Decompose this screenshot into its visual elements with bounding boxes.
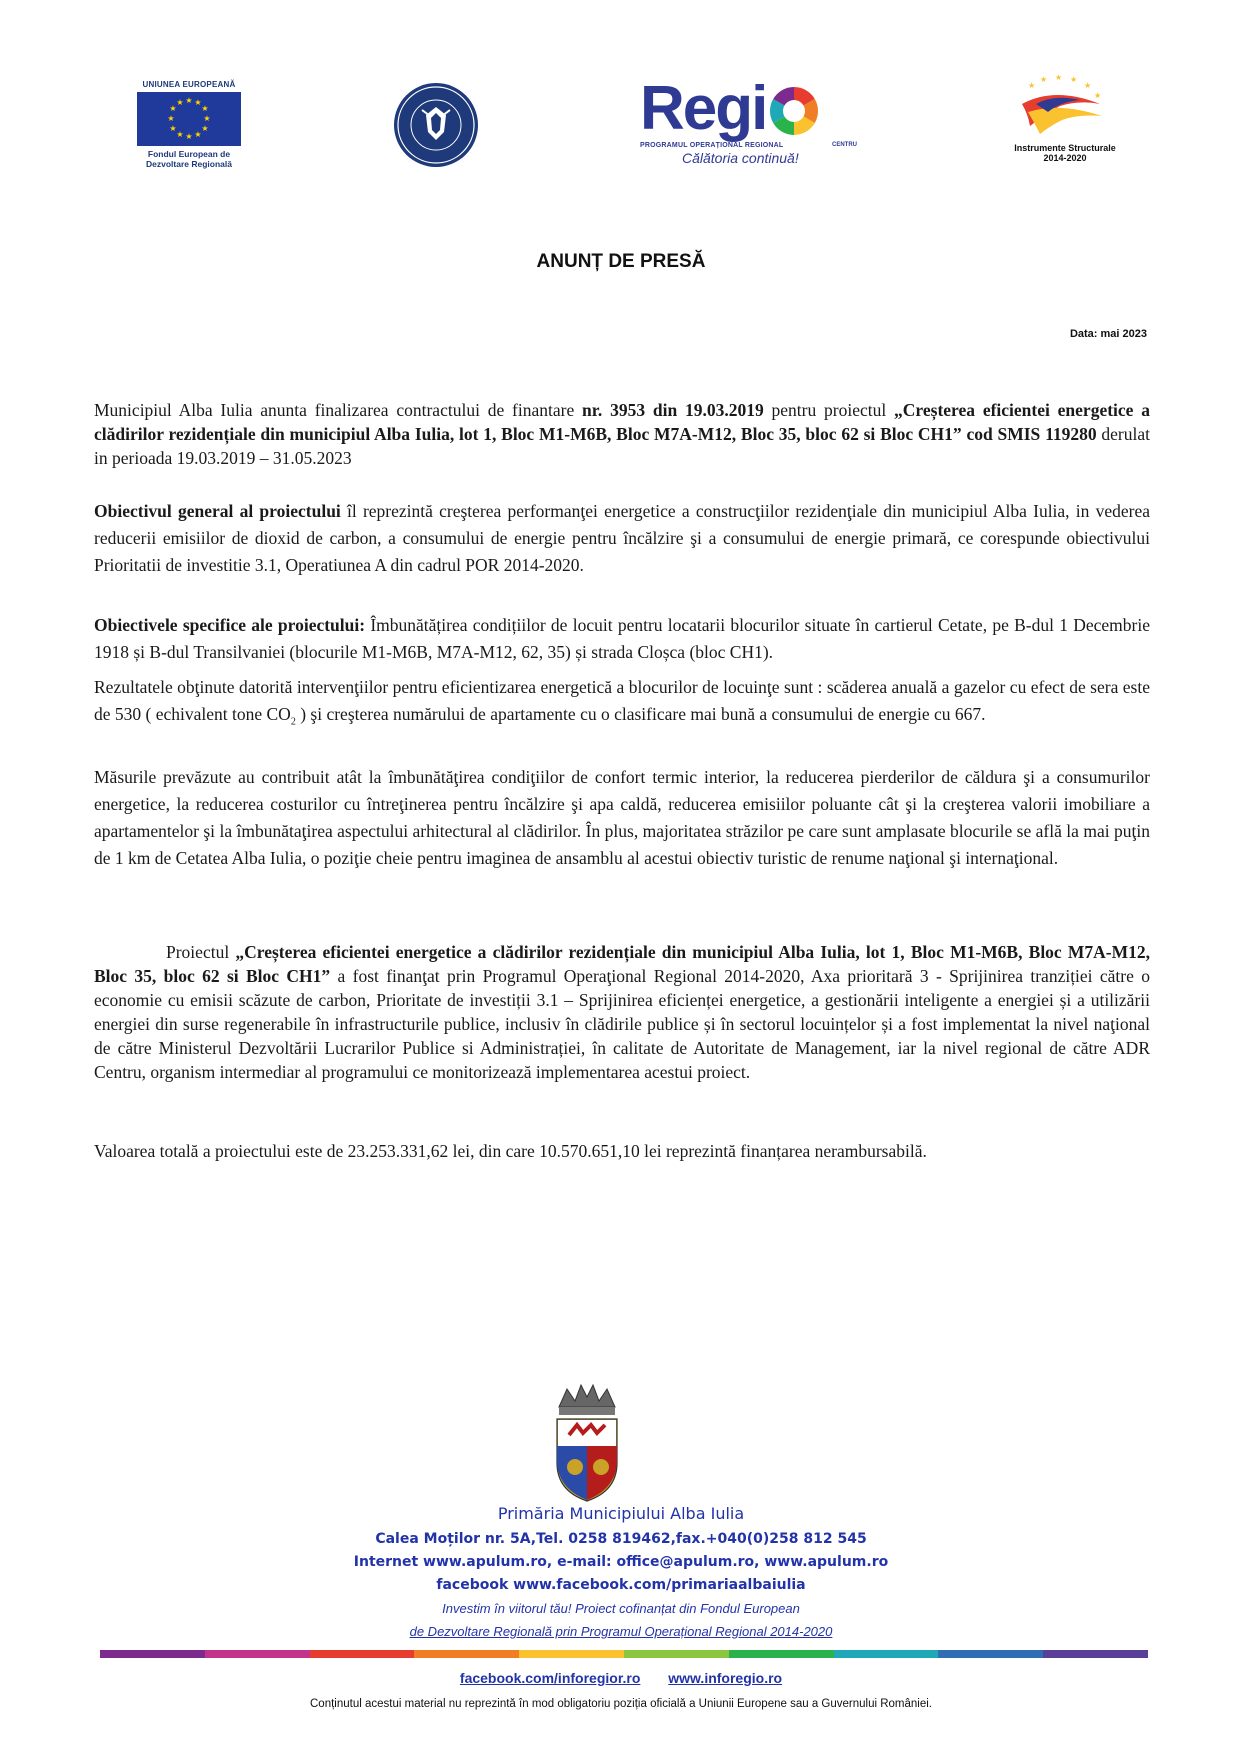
svg-text:★: ★ (201, 104, 209, 113)
project-title: „Creșterea eficientei energetice a clădirilor rezidențiale din municipiul Alba Iulia, lot 1, Bloc M1-M6B, Bloc M7A-M12, Bloc 35, bloc 62 si Bloc CH1” (94, 942, 1150, 986)
footer-links (0, 1670, 1242, 1686)
specific-objectives-heading: Obiectivele specifice ale proiectului: (94, 615, 366, 635)
footer-cofinancing-line2: de Dezvoltare Regională prin Programul Operațional Regional 2014-2020 (409, 1624, 833, 1639)
svg-text:★: ★ (169, 124, 177, 133)
eu-fund-line1: Fondul European de (147, 149, 231, 159)
color-stripe-segment (310, 1650, 415, 1658)
svg-text:★: ★ (1028, 81, 1036, 90)
text: Municipiul Alba Iulia anunta finalizarea contractului de finantare (94, 400, 583, 420)
color-stripe-segment (100, 1650, 205, 1658)
paragraph-results (94, 674, 1150, 736)
paragraph-total-value (94, 1138, 1150, 1165)
text: ) şi creşterea numărului de apartamente cu o clasificare mai bună a consumului de energie cu 667. (295, 704, 986, 724)
footer-organization: Primăria Municipiului Alba Iulia (497, 1504, 745, 1523)
color-stripe-segment (519, 1650, 624, 1658)
svg-text:★: ★ (169, 104, 177, 113)
svg-text:★: ★ (167, 114, 175, 123)
regio-logo (640, 74, 900, 168)
paragraph-specific-objectives (94, 612, 1150, 666)
co2-subscript: 2 (290, 716, 296, 728)
svg-text:★: ★ (201, 124, 209, 133)
regio-o-icon (768, 85, 820, 137)
svg-text:★: ★ (1055, 74, 1063, 82)
color-stripe-segment (624, 1650, 729, 1658)
text: Proiectul (166, 942, 236, 962)
general-objective-heading: Obiectivul general al proiectului (94, 501, 341, 521)
paragraph-financing (94, 940, 1150, 1084)
regio-program-name: PROGRAMUL OPERAȚIONAL REGIONAL (640, 142, 784, 149)
color-stripe-segment (834, 1650, 939, 1658)
text: pentru proiectul (763, 400, 895, 420)
regio-wordmark: Regi (640, 74, 767, 143)
inforegio-facebook-link[interactable]: facebook.com/inforegior.ro (459, 1670, 641, 1686)
text: derulat in perioada 19.03.2019 – 31.05.2023 (94, 424, 1150, 468)
eu-fund-line2: Dezvoltare Regională (146, 159, 232, 169)
svg-text:★: ★ (185, 96, 193, 105)
svg-text:★: ★ (176, 130, 184, 139)
color-stripe-segment (414, 1650, 519, 1658)
instrumente-line2: 2014-2020 (1043, 153, 1087, 163)
color-stripe-segment (1043, 1650, 1148, 1658)
svg-text:★: ★ (1040, 75, 1048, 84)
svg-text:★: ★ (194, 130, 202, 139)
text: îl reprezintă creşterea performanţei energetice a construcţiilor rezidenţiale din municipiul Alba Iulia, in vederea reducerii emisiilor de dioxid de carbon, a consumului de energie pentru încălzire şi a consumului de energie primară, ce corespunde obiectivului Prioritatii de investitie 3.1, Operatiunea A din cadrul POR 2014-2020. (94, 501, 1150, 575)
footer-address: Calea Moților nr. 5A,Tel. 0258 819462,fax.+040(0)258 812 545 (375, 1531, 867, 1547)
color-stripe-segment (205, 1650, 310, 1658)
text: Îmbunătățirea condițiilor de locuit pentru locatarii blocurilor situate în cartierul Cetate, pe B-dul 1 Decembrie 1918 și B-dul Transilvaniei (blocurile M1-M6B, M7A-M12, 62, 35) și strada Cloșca (bloc CH1). (94, 615, 1150, 662)
instrumente-structurale-logo (1000, 74, 1130, 166)
paragraph-contract (94, 398, 1150, 470)
color-stripe-segment (938, 1650, 1043, 1658)
svg-text:★: ★ (185, 132, 193, 141)
instrumente-line1: Instrumente Structurale (1014, 143, 1116, 153)
paragraph-measures (94, 764, 1150, 872)
eu-logo (130, 80, 248, 169)
regio-slogan: Călătoria continuă! (682, 150, 799, 166)
text: Rezultatele obţinute datorită intervenţiilor pentru eficientizarea energetică a blocurilor de locuinţe sunt : scăderea anuală a gazelor cu efect de sera este de 530 ( echivalent tone CO (94, 677, 1150, 724)
svg-text:★: ★ (176, 98, 184, 107)
svg-text:★: ★ (203, 114, 211, 123)
eu-flag-icon (137, 92, 241, 146)
structural-instruments-icon (1000, 74, 1130, 138)
release-date: Data: mai 2023 (1069, 328, 1147, 340)
contract-number: nr. 3953 din 19.03.2019 (582, 400, 764, 420)
project-title: „Creșterea eficientei energetice a clădirilor rezidențiale din municipiul Alba Iulia, lot 1, Bloc M1-M6B, Bloc M7A-M12, Bloc 35, bloc 62 si Bloc CH1” cod SMIS 119280 (94, 400, 1150, 444)
svg-text:★: ★ (1094, 91, 1102, 100)
svg-text:★: ★ (194, 98, 202, 107)
regio-region: CENTRU (832, 142, 857, 148)
color-stripe-segment (729, 1650, 834, 1658)
government-seal-icon (382, 80, 490, 170)
footer-cofinancing-line1: Investim în viitorul tău! Proiect cofinanțat din Fondul European (442, 1601, 800, 1616)
alba-iulia-coat-of-arms-icon (547, 1375, 627, 1505)
text: a fost finanţat prin Programul Operaţional Regional 2014-2020, Axa prioritară 3 - Sprijinirea tranziției către o economie cu emisii scăzute de carbon, Prioritate de investiții 3.1 – Sprijinirea eficienței energetice, a gestionării inteligente a energiei și a utilizării energiei din surse regenerabile în infrastructurile publice, inclusiv în clădirile publice și în sectorul locuințelor și a fost implementat la nivel naţional de către Ministerul Dezvoltării Lucrarilor Publice si Administrației, în calitate de Autoritate de Management, iar la nivel regional de către ADR Centru, organism intermediar al programului ce monitorizează implementarea acestui proiect. (94, 966, 1150, 1082)
color-stripe (100, 1650, 1148, 1658)
inforegio-website-link[interactable]: www.inforegio.ro (668, 1670, 783, 1686)
svg-text:★: ★ (1070, 75, 1078, 84)
svg-text:★: ★ (1084, 81, 1092, 90)
eu-logo-title: UNIUNEA EUROPEANĂ (142, 80, 236, 89)
footer-facebook[interactable]: facebook www.facebook.com/primariaalbaiulia (436, 1577, 806, 1593)
text: Măsurile prevăzute au contribuit atât la îmbunătăţirea condiţiilor de confort termic interior, la reducerea pierderilor de căldura şi a consumurilor energetice, la reducerea costurilor cu întreţinerea pentru încălzire şi apa caldă, reducerea emisiilor poluante cât şi la creşterea valorii imobiliare a apartamentelor şi la îmbunătaţirea aspectului arhitectural al clădirilor. În plus, majoritatea străzilor pe care sunt amplasate blocurile se află la mai puţin de 1 km de Cetatea Alba Iulia, o poziţie cheie pentru imaginea de ansamblu al acestui obiectiv turistic de renume naţional şi internaţional. (94, 767, 1150, 868)
footer-disclaimer: Conținutul acestui material nu reprezintă în mod obligatoriu poziția oficială a Uniunii Europene sau a Guvernului României. (310, 1698, 932, 1710)
paragraph-general-objective (94, 498, 1150, 579)
page-title: ANUNȚ DE PRESĂ (536, 251, 706, 272)
footer-internet[interactable]: Internet www.apulum.ro, e-mail: office@apulum.ro, www.apulum.ro (353, 1554, 889, 1570)
text: Valoarea totală a proiectului este de 23.253.331,62 lei, din care 10.570.651,10 lei reprezintă finanțarea nerambursabilă. (94, 1141, 927, 1161)
